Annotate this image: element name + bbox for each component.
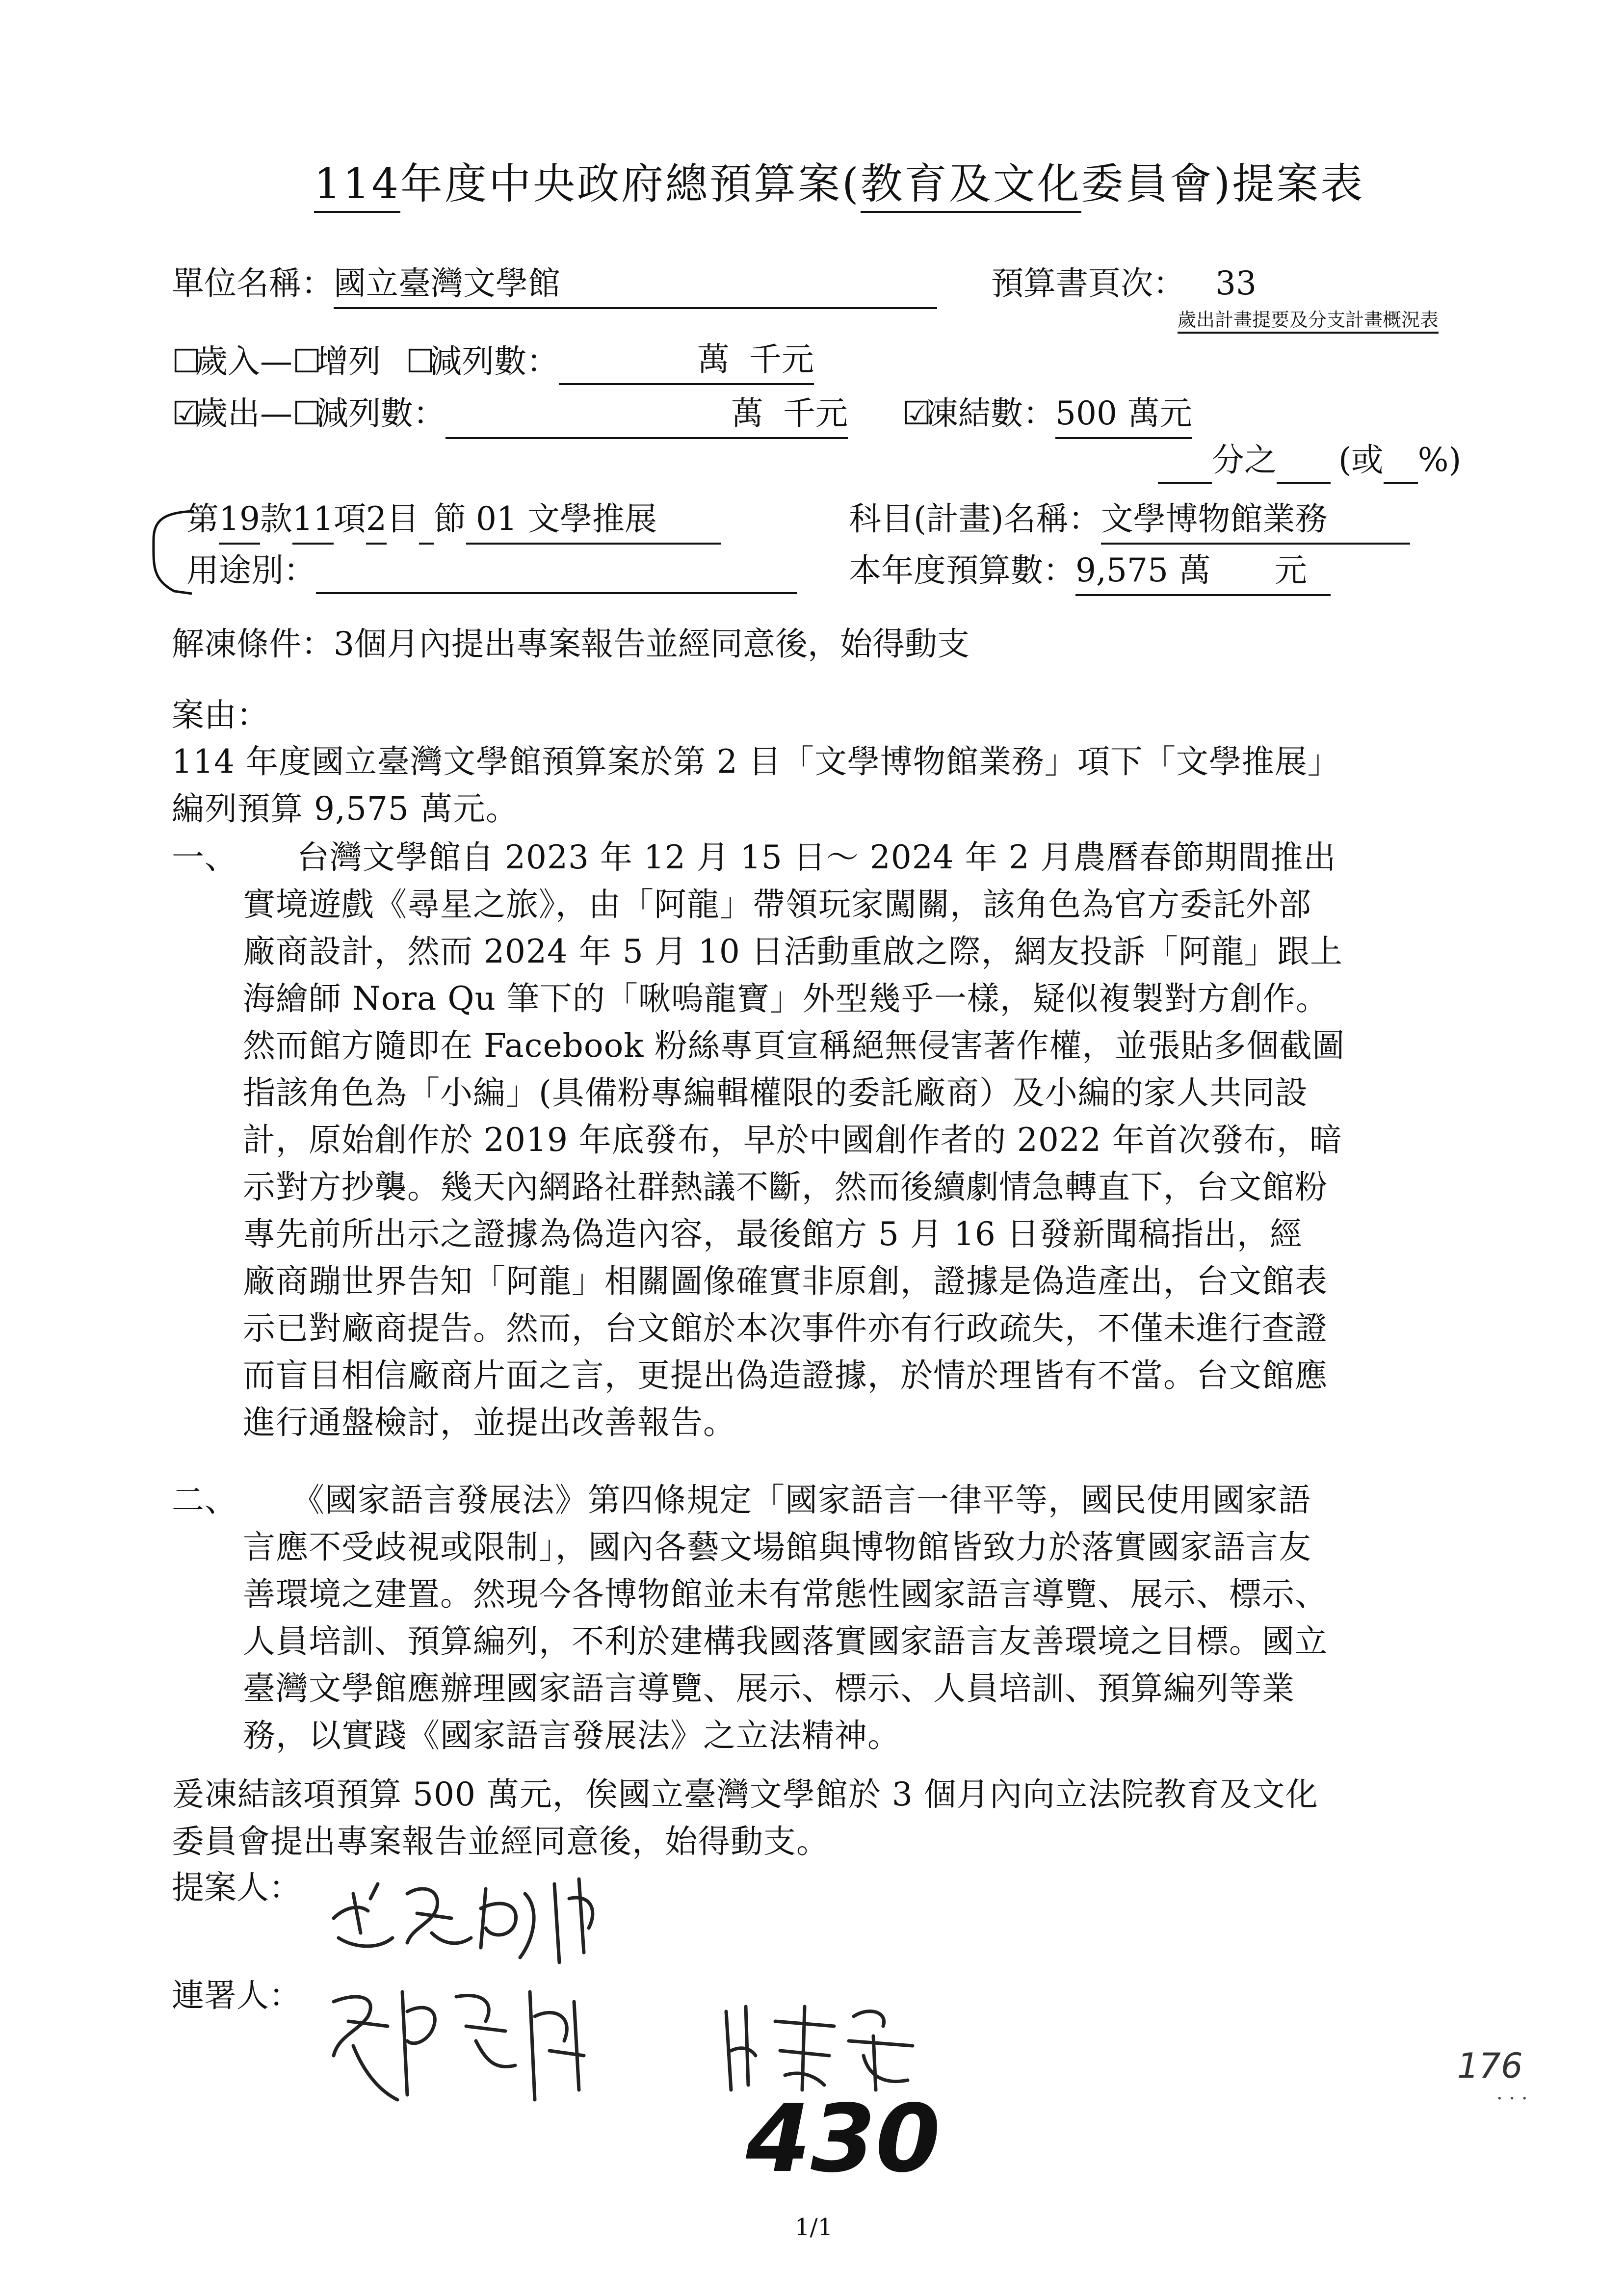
intro-line: 編列預算 9,575 萬元。 [172,790,519,828]
point1-line: 海繪師 Nora Qu 筆下的「啾嗚龍寶」外型幾乎一樣，疑似複製對方創作。 [243,980,1329,1018]
point2-line: 《國家語言發展法》第四條規定「國家語言一律平等，國民使用國家語 [292,1481,1311,1519]
point2-line: 臺灣文學館應辦理國家語言導覽、展示、標示、人員培訓、預算編列等業 [243,1670,1295,1707]
point1-line: 計，原始創作於 2019 年底發布，早於中國創作者的 2022 年首次發布，暗 [243,1121,1342,1159]
conclusion-paragraph [172,1771,1318,1865]
title-suffix: 委員會)提案表 [1081,159,1365,209]
dots-mark: · · · [1496,2087,1528,2110]
expense-checkbox: ☑ [172,394,201,432]
expense-decrease-checkbox: ☐ [292,394,322,432]
subject-value: 文學博物館業務 [1101,496,1410,545]
item-row: 第19款11項2目 節 01 文學推展 [186,496,721,545]
point2-marker: 二、 [172,1481,237,1519]
subject-row: 科目(計畫)名稱：文學博物館業務 [849,496,1410,545]
mu-number: 2 [366,496,387,545]
point1-line: 指該角色為「小編」(具備粉專編輯權限的委託廠商）及小編的家人共同設 [243,1074,1308,1112]
point2-line: 善環境之建置。然現今各博物館並未有常態性國家語言導覽、展示、標示、 [243,1575,1328,1613]
page-number: 1/1 [795,2214,833,2241]
intro-paragraph [172,738,1340,833]
fraction-row: 分之 (或 %) [1158,437,1461,484]
reason-label: 案由： [172,696,269,734]
point1-line: 進行通盤檢討，並提出改善報告。 [243,1404,736,1441]
freeze-value: 500 萬元 [1055,390,1192,439]
point1-line: 示對方抄襲。幾天內網路社群熱議不斷，然而後續劇情急轉直下，台文館粉 [243,1168,1328,1206]
revenue-checkbox: ☐ [172,342,201,380]
title-year: 114 [314,157,400,213]
page-mark-text: 176 [1457,2046,1523,2086]
point1-line: 而盲目相信廠商片面之言，更提出偽造證據，於情於理皆有不當。台文館應 [243,1357,1328,1394]
point1-marker: 一、 [172,838,237,876]
kuan-number: 19 [219,496,260,545]
handwritten-stamp-number [736,2085,942,2193]
point2-paragraph [243,1477,1328,1759]
point1-paragraph [243,834,1345,1446]
expense-amount: 萬 千元 [445,390,848,439]
cosigner-signature-1 [319,1972,653,2119]
point1-line: 廠商蹦世界告知「阿龍」相關圖像確實非原創，證據是偽造產出，台文館表 [243,1262,1328,1300]
budget-amount-row: 本年度預算數：9,575 萬 元 [849,547,1331,596]
page-title [314,157,1364,213]
conclusion-line: 爰凍結該項預算 500 萬元，俟國立臺灣文學館於 3 個月內向立法院教育及文化 [172,1775,1318,1813]
point2-line: 務，以實踐《國家語言發展法》之立法精神。 [243,1717,900,1754]
budget-amount: 9,575 萬 元 [1075,547,1331,596]
usage-row: 用途別： [186,547,797,594]
freeze-checkbox: ☑ [902,394,932,432]
point1-line: 廠商設計，然而 2024 年 5 月 10 日活動重啟之際，網友投訴「阿龍」跟上 [243,933,1343,970]
point1-line: 然而館方隨即在 Facebook 粉絲專頁宣稱絕無侵害著作權，並張貼多個截圖 [243,1027,1345,1065]
increase-checkbox: ☐ [292,342,322,380]
intro-line: 114 年度國立臺灣文學館預算案於第 2 目「文學博物館業務」項下「文學推展」 [172,743,1340,781]
point1-line: 實境遊戲《尋星之旅》，由「阿龍」帶領玩家闖關，該角色為官方委託外部 [243,886,1311,923]
xiang-number: 11 [292,496,334,545]
point1-line: 台灣文學館自 2023 年 12 月 15 日～ 2024 年 2 月農曆春節期間推出 [297,838,1336,876]
title-middle: 年度中央政府總預算案( [400,159,861,209]
unit-row [172,260,937,309]
budget-page-value: 33 [1215,264,1257,302]
revenue-amount: 萬 千元 [559,336,814,385]
usage-value [316,592,797,594]
budget-page [991,260,1257,307]
budget-page-label: 預算書頁次： [991,264,1185,302]
release-condition: 解凍條件：3個月內提出專案報告並經同意後，始得動支 [172,625,969,663]
unit-label: 單位名稱： [172,264,334,302]
point1-line: 示已對廠商提告。然而，台文館於本次事件亦有行政疏失，不僅未進行查證 [243,1309,1328,1347]
item-name: 01 文學推展 [476,496,721,545]
unit-value: 國立臺灣文學館 [334,260,937,309]
handwritten-page-mark [1447,2041,1545,2095]
decrease-checkbox: ☐ [405,342,435,380]
title-committee: 教育及文化 [861,157,1081,213]
proposer-signature [324,1864,628,1972]
stamp-number-text: 430 [746,2085,941,2193]
proposer-label: 提案人： [172,1869,301,1906]
cosigner-label: 連署人： [172,1977,301,2014]
point2-line: 言應不受歧視或限制」，國內各藝文場館與博物館皆致力於落實國家語言友 [243,1528,1311,1566]
revenue-row: ☐歲入—☐增列 ☐減列數： 萬 千元 [172,336,814,385]
point2-line: 人員培訓、預算編列，不利於建構我國落實國家語言友善環境之目標。國立 [243,1622,1328,1660]
budget-page-note: 歲出計畫提要及分支計畫概況表 [1178,308,1439,334]
conclusion-line: 委員會提出專案報告並經同意後，始得動支。 [172,1823,829,1860]
expense-row: ☑歲出—☐減列數： 萬 千元 ☑凍結數：500 萬元 [172,390,1192,439]
point1-line: 專先前所出示之證據為偽造內容，最後館方 5 月 16 日發新聞稿指出，經 [243,1215,1303,1253]
